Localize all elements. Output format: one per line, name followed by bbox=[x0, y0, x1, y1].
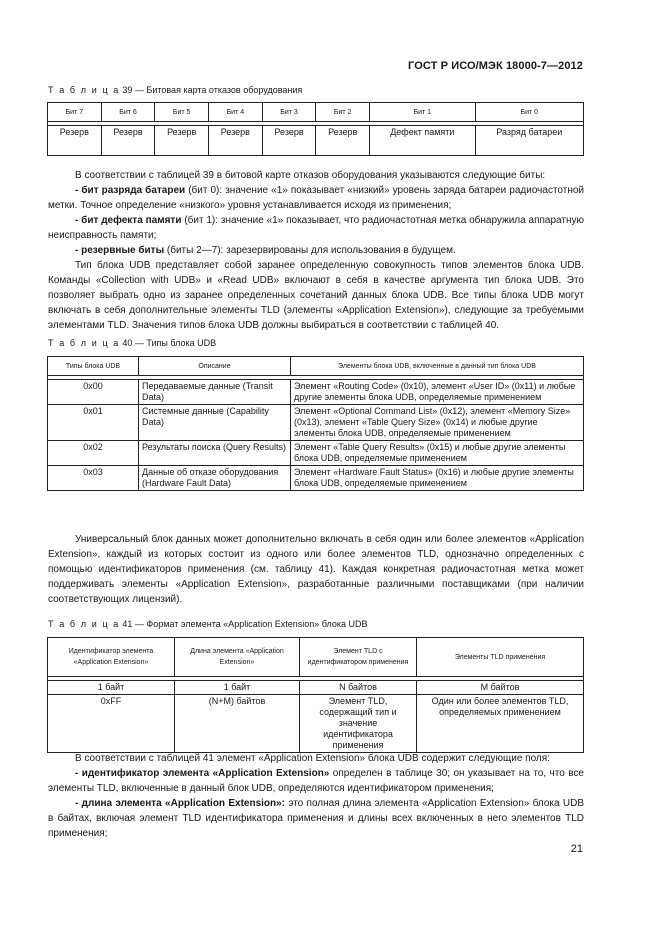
table-cell: 0x01 bbox=[48, 405, 139, 441]
paragraph: - бит дефекта памяти (бит 1): значение «1» показывает, что радиочастотная метка обнаружила аппаратную неисправность памяти; bbox=[48, 215, 584, 241]
table-40-caption bbox=[48, 338, 216, 348]
header-cell: Элементы блока UDB, включенные в данный тип блока UDB bbox=[291, 357, 584, 376]
paragraph: Универсальный блок данных может дополнительно включать в себя один или более элементов «Application Extension», каждый из которых состоит из одного или более элементов TLD, однозначно определенных с помощью идентификаторов применения (см. таблицу 41). Каждая конкретная радиочастотная метка может поддерживать элементы «Application Extension», разработанные различными поставщиками (при наличии соответствующих лицензий). bbox=[48, 534, 584, 605]
page-number: 21 bbox=[570, 843, 583, 855]
table-header-row bbox=[48, 103, 584, 122]
table-cell: 1 байт bbox=[48, 681, 175, 695]
table-cell: Один или более элементов TLD, определяемых применением bbox=[417, 695, 584, 753]
table-39-caption bbox=[48, 85, 302, 95]
paragraph: В соответствии с таблицей 39 в битовой карте отказов оборудования указываются следующие биты: bbox=[75, 170, 546, 181]
term: - длина элемента «Application Extension»: bbox=[75, 798, 286, 809]
header-cell: Бит 4 bbox=[209, 103, 263, 122]
header-cell: Бит 2 bbox=[316, 103, 370, 122]
table-header-row bbox=[48, 638, 584, 677]
header-cell: Бит 3 bbox=[262, 103, 316, 122]
header-cell: Бит 6 bbox=[101, 103, 155, 122]
term: - бит разряда батареи bbox=[75, 185, 186, 196]
caption-label: Т а б л и ц а bbox=[48, 619, 120, 629]
table-cell: Системные данные (Capability Data) bbox=[139, 405, 291, 441]
header-cell: Идентификатор элемента «Application Extension» bbox=[48, 638, 175, 677]
document-header: ГОСТ Р ИСО/МЭК 18000-7—2012 bbox=[408, 60, 583, 72]
table-row bbox=[48, 681, 584, 695]
table-cell: Резерв bbox=[48, 126, 102, 156]
table-cell: Элемент «Optional Command List» (0x12), элемент «Memory Size» (0x13), элемент «Table Query Size» (0x14) и любые другие элементы блока UDB, определяемые применением bbox=[291, 405, 584, 441]
header-cell: Бит 7 bbox=[48, 103, 102, 122]
table-40 bbox=[47, 356, 584, 491]
table-header-row bbox=[48, 357, 584, 376]
table-cell: 0x03 bbox=[48, 466, 139, 491]
table-41 bbox=[47, 637, 584, 753]
table-cell: Дефект памяти bbox=[370, 126, 476, 156]
table-cell: Разряд батареи bbox=[475, 126, 583, 156]
paragraph: - длина элемента «Application Extension»: это полная длина элемента «Application Extension» блока UDB в байтах, включая элемент TLD идентификатора применения и длины всех включенных в него элементов TLD применения; bbox=[48, 798, 584, 839]
caption-text: 40 — Типы блока UDB bbox=[119, 338, 217, 348]
header-cell: Бит 1 bbox=[370, 103, 476, 122]
paragraph: В соответствии с таблицей 41 элемент «Application Extension» блока UDB содержит следующие поля: bbox=[75, 753, 550, 764]
table-cell: Резерв bbox=[262, 126, 316, 156]
header-cell: Бит 5 bbox=[155, 103, 209, 122]
caption-label: Т а б л и ц а bbox=[48, 85, 120, 95]
table-cell: Элемент TLD, содержащий тип и значение идентификатора применения bbox=[300, 695, 417, 753]
table-cell: Передаваемые данные (Transit Data) bbox=[139, 380, 291, 405]
table-row bbox=[48, 405, 584, 441]
table-cell: N байтов bbox=[300, 681, 417, 695]
table-row bbox=[48, 441, 584, 466]
table-cell: Резерв bbox=[155, 126, 209, 156]
table-cell: Элемент «Table Query Results» (0x15) и любые другие элементы блока UDB, определяемые применением bbox=[291, 441, 584, 466]
header-cell: Длина элемента «Application Extension» bbox=[175, 638, 300, 677]
table-39 bbox=[47, 102, 584, 156]
term: - резервные биты bbox=[75, 245, 165, 256]
term: - идентификатор элемента «Application Extension» bbox=[75, 768, 330, 779]
table-cell: 1 байт bbox=[175, 681, 300, 695]
table-cell: Элемент «Hardware Fault Status» (0x16) и любые другие элементы блока UDB, определяемые применением bbox=[291, 466, 584, 491]
table-cell: 0xFF bbox=[48, 695, 175, 753]
table-row bbox=[48, 126, 584, 156]
paragraph: - идентификатор элемента «Application Extension» определен в таблице 30; он указывает на то, что все элементы TLD, включенные в данный блок UDB, определяются идентификатором применения; bbox=[48, 768, 584, 794]
header-cell: Элемент TLD с идентификатором применения bbox=[300, 638, 417, 677]
header-cell: Описание bbox=[139, 357, 291, 376]
table-row bbox=[48, 380, 584, 405]
paragraph: - бит разряда батареи (бит 0): значение «1» показывает «низкий» уровень заряда батареи радиочастотной метки. Точное определение «низкого» уровня устанавливается исходя из применения; bbox=[48, 185, 585, 211]
table-cell: (N+M) байтов bbox=[175, 695, 300, 753]
table-cell: 0x02 bbox=[48, 441, 139, 466]
term: - бит дефекта памяти bbox=[75, 215, 182, 226]
paragraph: - резервные биты (биты 2—7): зарезервированы для использования в будущем. bbox=[75, 245, 456, 256]
table-cell: М байтов bbox=[417, 681, 584, 695]
table-row bbox=[48, 466, 584, 491]
text-block-3 bbox=[48, 751, 584, 841]
table-cell: Резерв bbox=[101, 126, 155, 156]
paragraph: Тип блока UDB представляет собой заранее определенную совокупность типов элементов блока UDB. Команды «Collection with UDB» и «Read UDB» включают в себя в качестве аргумента тип блока UDB. Это позволяет выбрать одно из заранее определенных сочетаний данных блока UDB. Все типы блока UDB могут включать в себя дополнительные элементы TLD (элементы «Application Extension»), следующие за требуемыми элементами TLD. Значения типов блока UDB должны выбираться в соответствии с таблицей 40. bbox=[48, 260, 584, 331]
table-cell: Резерв bbox=[209, 126, 263, 156]
table-cell: Результаты поиска (Query Results) bbox=[139, 441, 291, 466]
table-41-caption bbox=[48, 619, 368, 629]
table-cell: Элемент «Routing Code» (0x10), элемент «User ID» (0x11) и любые другие элементы блока UDB, определяемые применением bbox=[291, 380, 584, 405]
caption-text: 39 — Битовая карта отказов оборудования bbox=[119, 85, 303, 95]
header-cell: Типы блока UDB bbox=[48, 357, 139, 376]
caption-text: 41 — Формат элемента «Application Extension» блока UDB bbox=[119, 619, 368, 629]
table-cell: Данные об отказе оборудования (Hardware Fault Data) bbox=[139, 466, 291, 491]
header-cell: Элементы TLD применения bbox=[417, 638, 584, 677]
text-block-2 bbox=[48, 532, 584, 607]
header-cell: Бит 0 bbox=[475, 103, 583, 122]
table-row bbox=[48, 695, 584, 753]
text-block-1 bbox=[48, 168, 584, 333]
table-cell: Резерв bbox=[316, 126, 370, 156]
caption-label: Т а б л и ц а bbox=[48, 338, 120, 348]
table-cell: 0x00 bbox=[48, 380, 139, 405]
